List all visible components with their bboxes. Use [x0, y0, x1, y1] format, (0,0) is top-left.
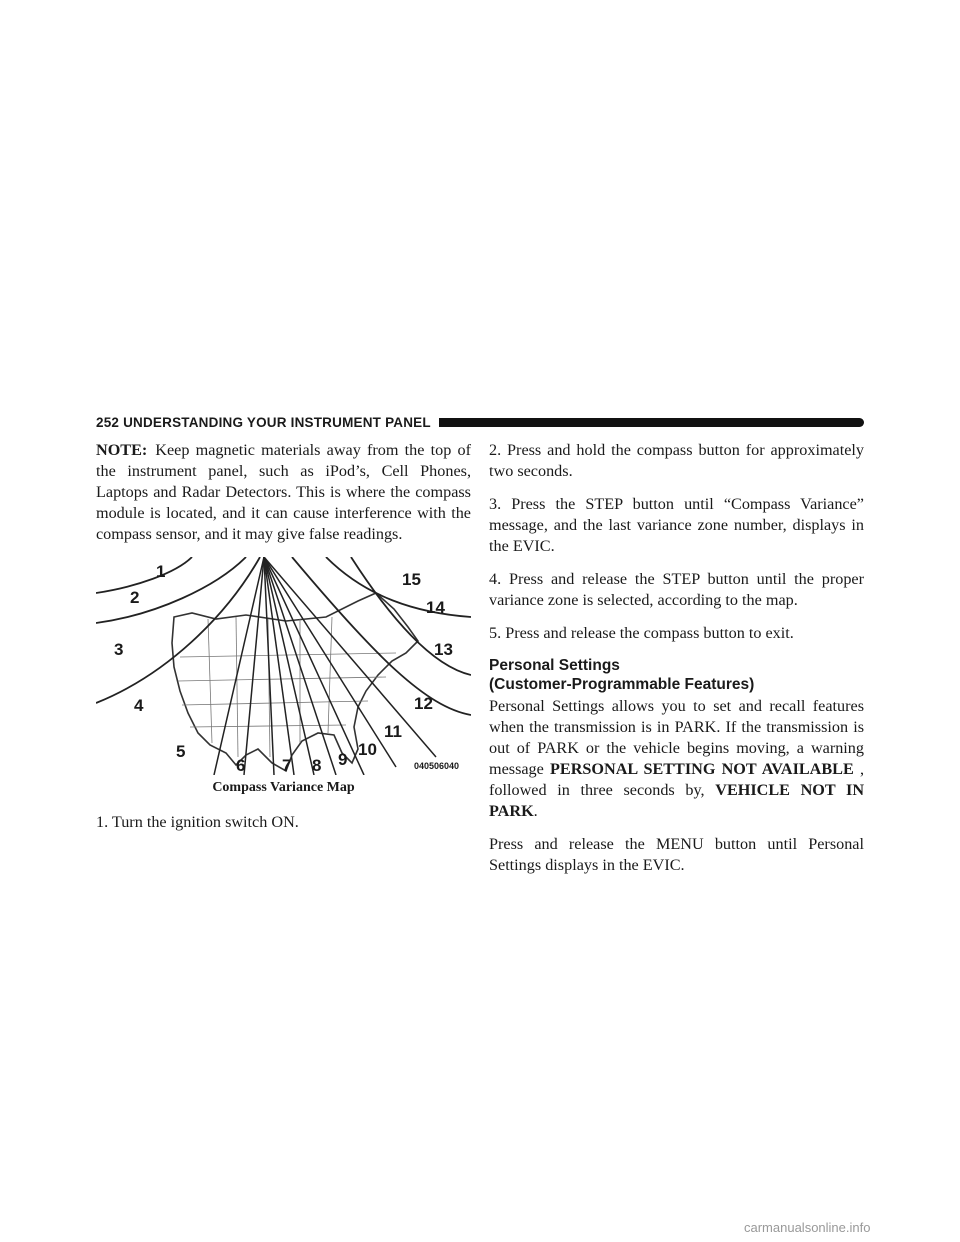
zone-label: 13: [434, 640, 453, 659]
step-1: 1. Turn the ignition switch ON.: [96, 813, 299, 831]
note-paragraph: [96, 440, 471, 545]
zone-label: 10: [358, 740, 377, 759]
zone-label: 5: [176, 742, 186, 761]
menu-paragraph: Press and release the MENU button until Personal Settings displays in the EVIC.: [489, 835, 864, 874]
section-heading: [489, 656, 864, 694]
figure-caption: Compass Variance Map: [212, 780, 355, 795]
warning-message: PERSONAL SETTING NOT AVAILABLE: [550, 760, 854, 778]
zone-label: 11: [384, 722, 402, 741]
note-label: NOTE:: [96, 441, 148, 459]
header-rule: [439, 418, 864, 427]
map-graphic: [96, 557, 471, 775]
personal-settings-paragraph: [489, 696, 864, 822]
step-3: 3. Press the STEP button until “Compass Variance” message, and the last variance zone number, displays in the EVIC.: [489, 495, 864, 555]
body-text: Personal Settings allows you to set and recall features when the transmission is in PARK. If the transmission is out of PARK or the vehicle begins moving, a warning message: [489, 697, 864, 778]
zone-label: 9: [338, 750, 348, 769]
step-2: 2. Press and hold the compass button for approximately two seconds.: [489, 441, 864, 480]
left-column: [96, 440, 471, 845]
page-header: [96, 414, 864, 430]
zone-label: 3: [114, 640, 124, 659]
image-code: 040506040: [414, 761, 460, 771]
zone-label: 12: [414, 694, 433, 713]
right-column: [489, 440, 864, 888]
compass-variance-map: [96, 557, 471, 775]
zone-label: 14: [426, 598, 445, 617]
zone-label: 15: [402, 570, 421, 589]
body-text: .: [533, 802, 538, 820]
zone-label: 4: [134, 696, 144, 715]
watermark: carmanualsonline.info: [744, 1220, 871, 1235]
warning-message: VEHICLE NOT IN PARK: [489, 781, 865, 820]
section-title: 252 UNDERSTANDING YOUR INSTRUMENT PANEL: [96, 414, 431, 430]
heading-line-1: Personal Settings: [489, 657, 620, 674]
zone-label: 1: [156, 562, 166, 581]
step-5: 5. Press and release the compass button to exit.: [489, 624, 794, 642]
zone-label: 8: [312, 756, 322, 775]
zone-label: 6: [236, 756, 246, 775]
note-text: Keep magnetic materials away from the top of the instrument panel, such as iPod’s, Cell Phones, Laptops and Radar Detectors. This is where the compass module is located, and it can cause interference with the compass sensor, and it may give false readings.: [96, 441, 471, 543]
zone-label: 7: [282, 756, 292, 775]
body-text: , followed in three seconds by,: [489, 760, 864, 799]
heading-line-2: (Customer-Programmable Features): [489, 676, 755, 693]
step-4: 4. Press and release the STEP button until the proper variance zone is selected, according to the map.: [489, 570, 864, 609]
zone-label: 2: [130, 588, 140, 607]
